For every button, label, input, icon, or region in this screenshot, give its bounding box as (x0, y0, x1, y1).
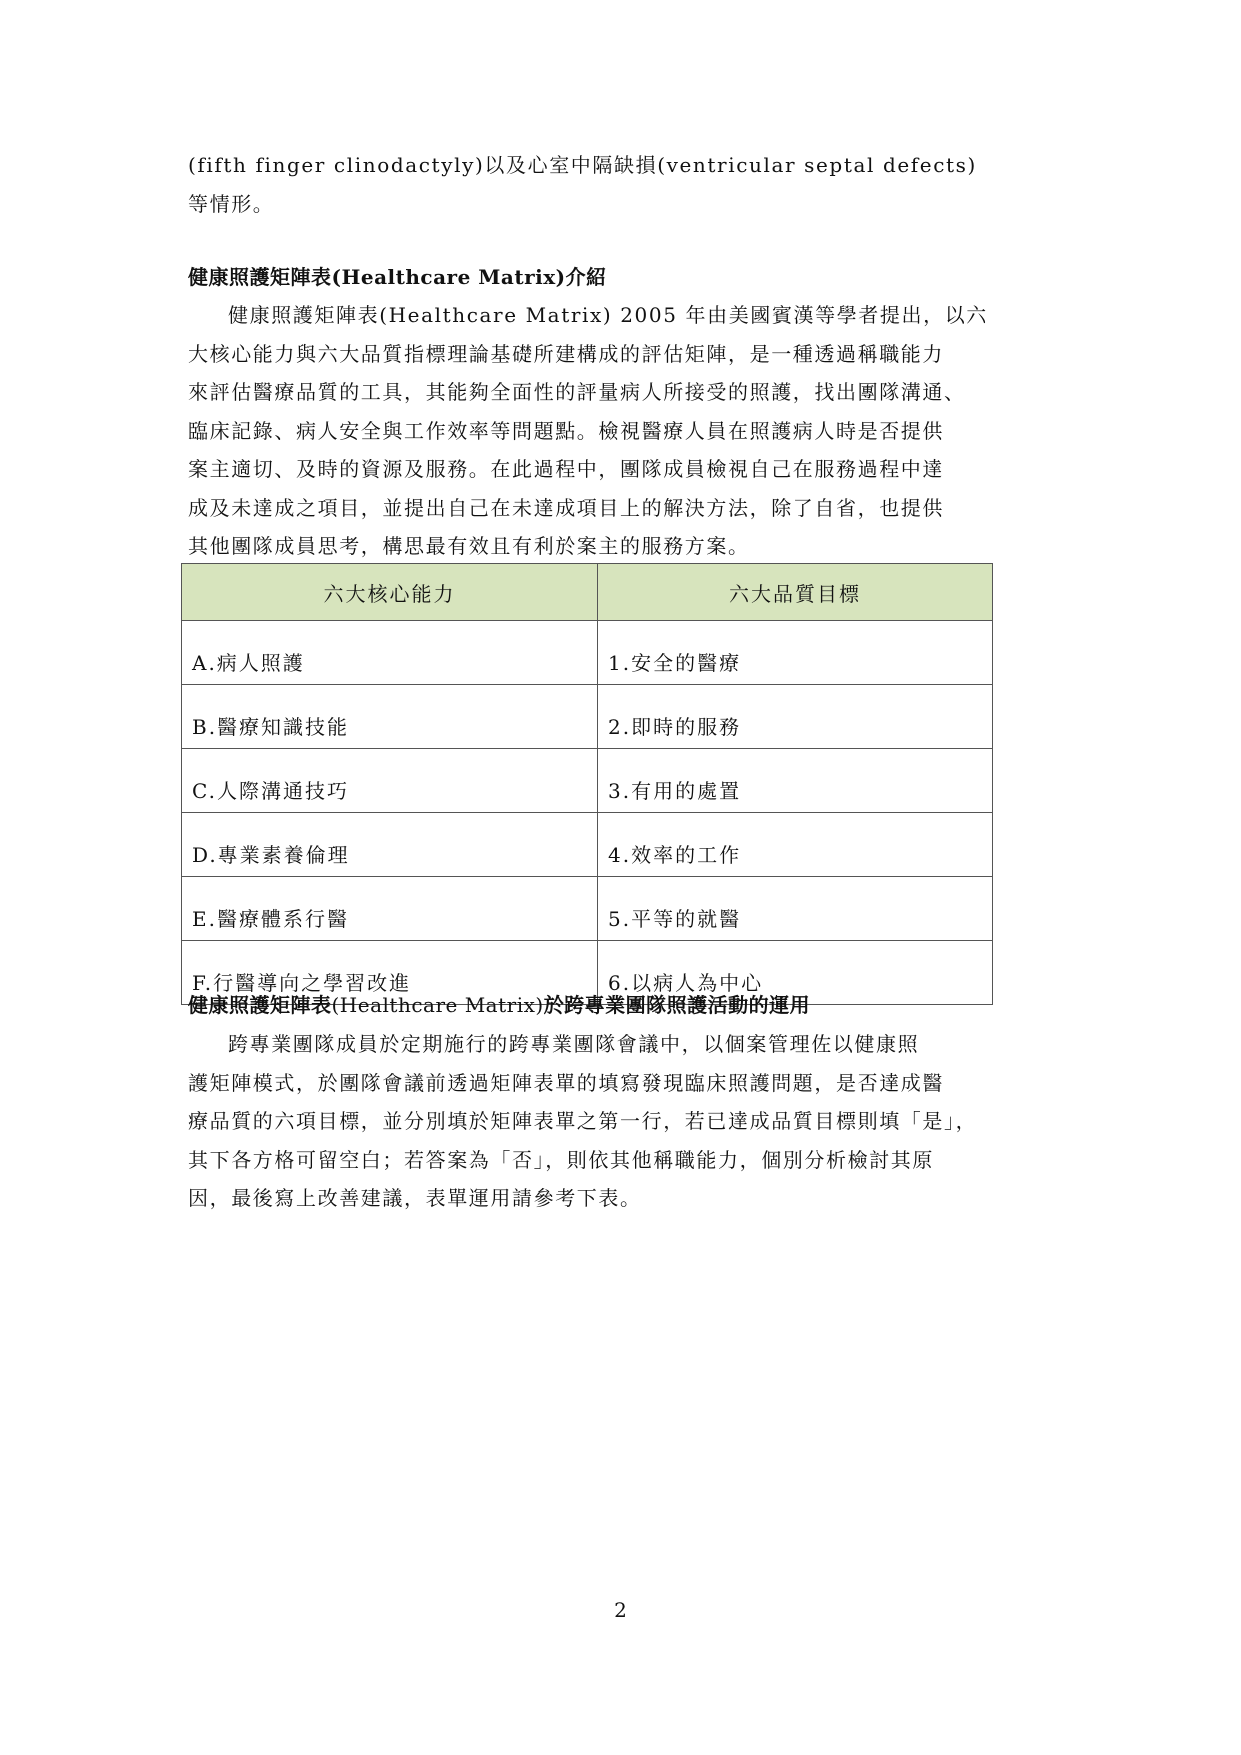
section-heading-application (188, 990, 810, 1020)
table-row (182, 749, 993, 813)
table-row (182, 621, 993, 685)
section2-paragraph (188, 1025, 1060, 1218)
text-line: 健康照護矩陣表(Healthcare Matrix) 2005 年由美國賓漢等學者提出，以六 (228, 303, 988, 327)
quality-goal-cell: 5.平等的就醫 (598, 877, 993, 941)
text-line: 來評估醫療品質的工具，其能夠全面性的評量病人所接受的照護，找出團隊溝通、 (188, 380, 966, 404)
intro-fragment (188, 146, 1060, 223)
heading-part: 於跨專業團隊照護活動的運用 (543, 993, 811, 1017)
text-line: 其下各方格可留空白；若答案為「否」，則依其他稱職能力，個別分析檢討其原 (188, 1147, 934, 1172)
heading-part: (Healthcare Matrix) (331, 993, 544, 1017)
quality-goal-cell: 4.效率的工作 (598, 813, 993, 877)
competency-cell: E.醫療體系行醫 (182, 877, 598, 941)
quality-goal-cell: 1.安全的醫療 (598, 621, 993, 685)
text-line: 案主適切、及時的資源及服務。在此過程中，團隊成員檢視自己在服務過程中達 (188, 457, 944, 481)
text-line: 臨床記錄、病人安全與工作效率等問題點。檢視醫療人員在照護病人時是否提供 (188, 418, 944, 443)
text-line: 等情形。 (188, 191, 275, 216)
table-header-row (182, 564, 993, 621)
text-line: 成及未達成之項目，並提出自己在未達成項目上的解決方法，除了自省，也提供 (188, 495, 944, 520)
text-line: 跨專業團隊成員於定期施行的跨專業團隊會議中，以個案管理佐以健康照 (228, 1032, 920, 1056)
section-heading-intro: 健康照護矩陣表(Healthcare Matrix)介紹 (188, 265, 607, 289)
text-line: 療品質的六項目標，並分別填於矩陣表單之第一行，若已達成品質目標則填「是」， (188, 1109, 978, 1133)
quality-goal-cell: 3.有用的處置 (598, 749, 993, 813)
text-line: 其他團隊成員思考，構思最有效且有利於案主的服務方案。 (188, 534, 750, 558)
text-line: 因，最後寫上改善建議，表單運用請參考下表。 (188, 1186, 642, 1210)
quality-goal-cell: 2.即時的服務 (598, 685, 993, 749)
competency-cell: F.行醫導向之學習改進 (182, 941, 598, 1005)
table-row (182, 813, 993, 877)
competency-cell: D.專業素養倫理 (182, 813, 598, 877)
competency-cell: C.人際溝通技巧 (182, 749, 598, 813)
text-line: (fifth finger clinodactyly)以及心室中隔缺損(ventricular septal defects) (188, 153, 977, 177)
page-number: 2 (614, 1598, 627, 1622)
header-core-competencies: 六大核心能力 (182, 564, 598, 621)
heading-part: 健康照護矩陣表 (188, 993, 332, 1017)
section1-paragraph (188, 296, 1060, 566)
table-row (182, 685, 993, 749)
header-quality-goals: 六大品質目標 (598, 564, 993, 621)
text-line: 大核心能力與六大品質指標理論基礎所建構成的評估矩陣，是一種透過稱職能力 (188, 341, 944, 366)
competency-cell: A.病人照護 (182, 621, 598, 685)
text-line: 護矩陣模式，於團隊會議前透過矩陣表單的填寫發現臨床照護問題，是否達成醫 (188, 1070, 944, 1095)
quality-goal-cell: 6.以病人為中心 (598, 941, 993, 1005)
table-row (182, 877, 993, 941)
healthcare-matrix-table (181, 563, 993, 1005)
competency-cell: B.醫療知識技能 (182, 685, 598, 749)
